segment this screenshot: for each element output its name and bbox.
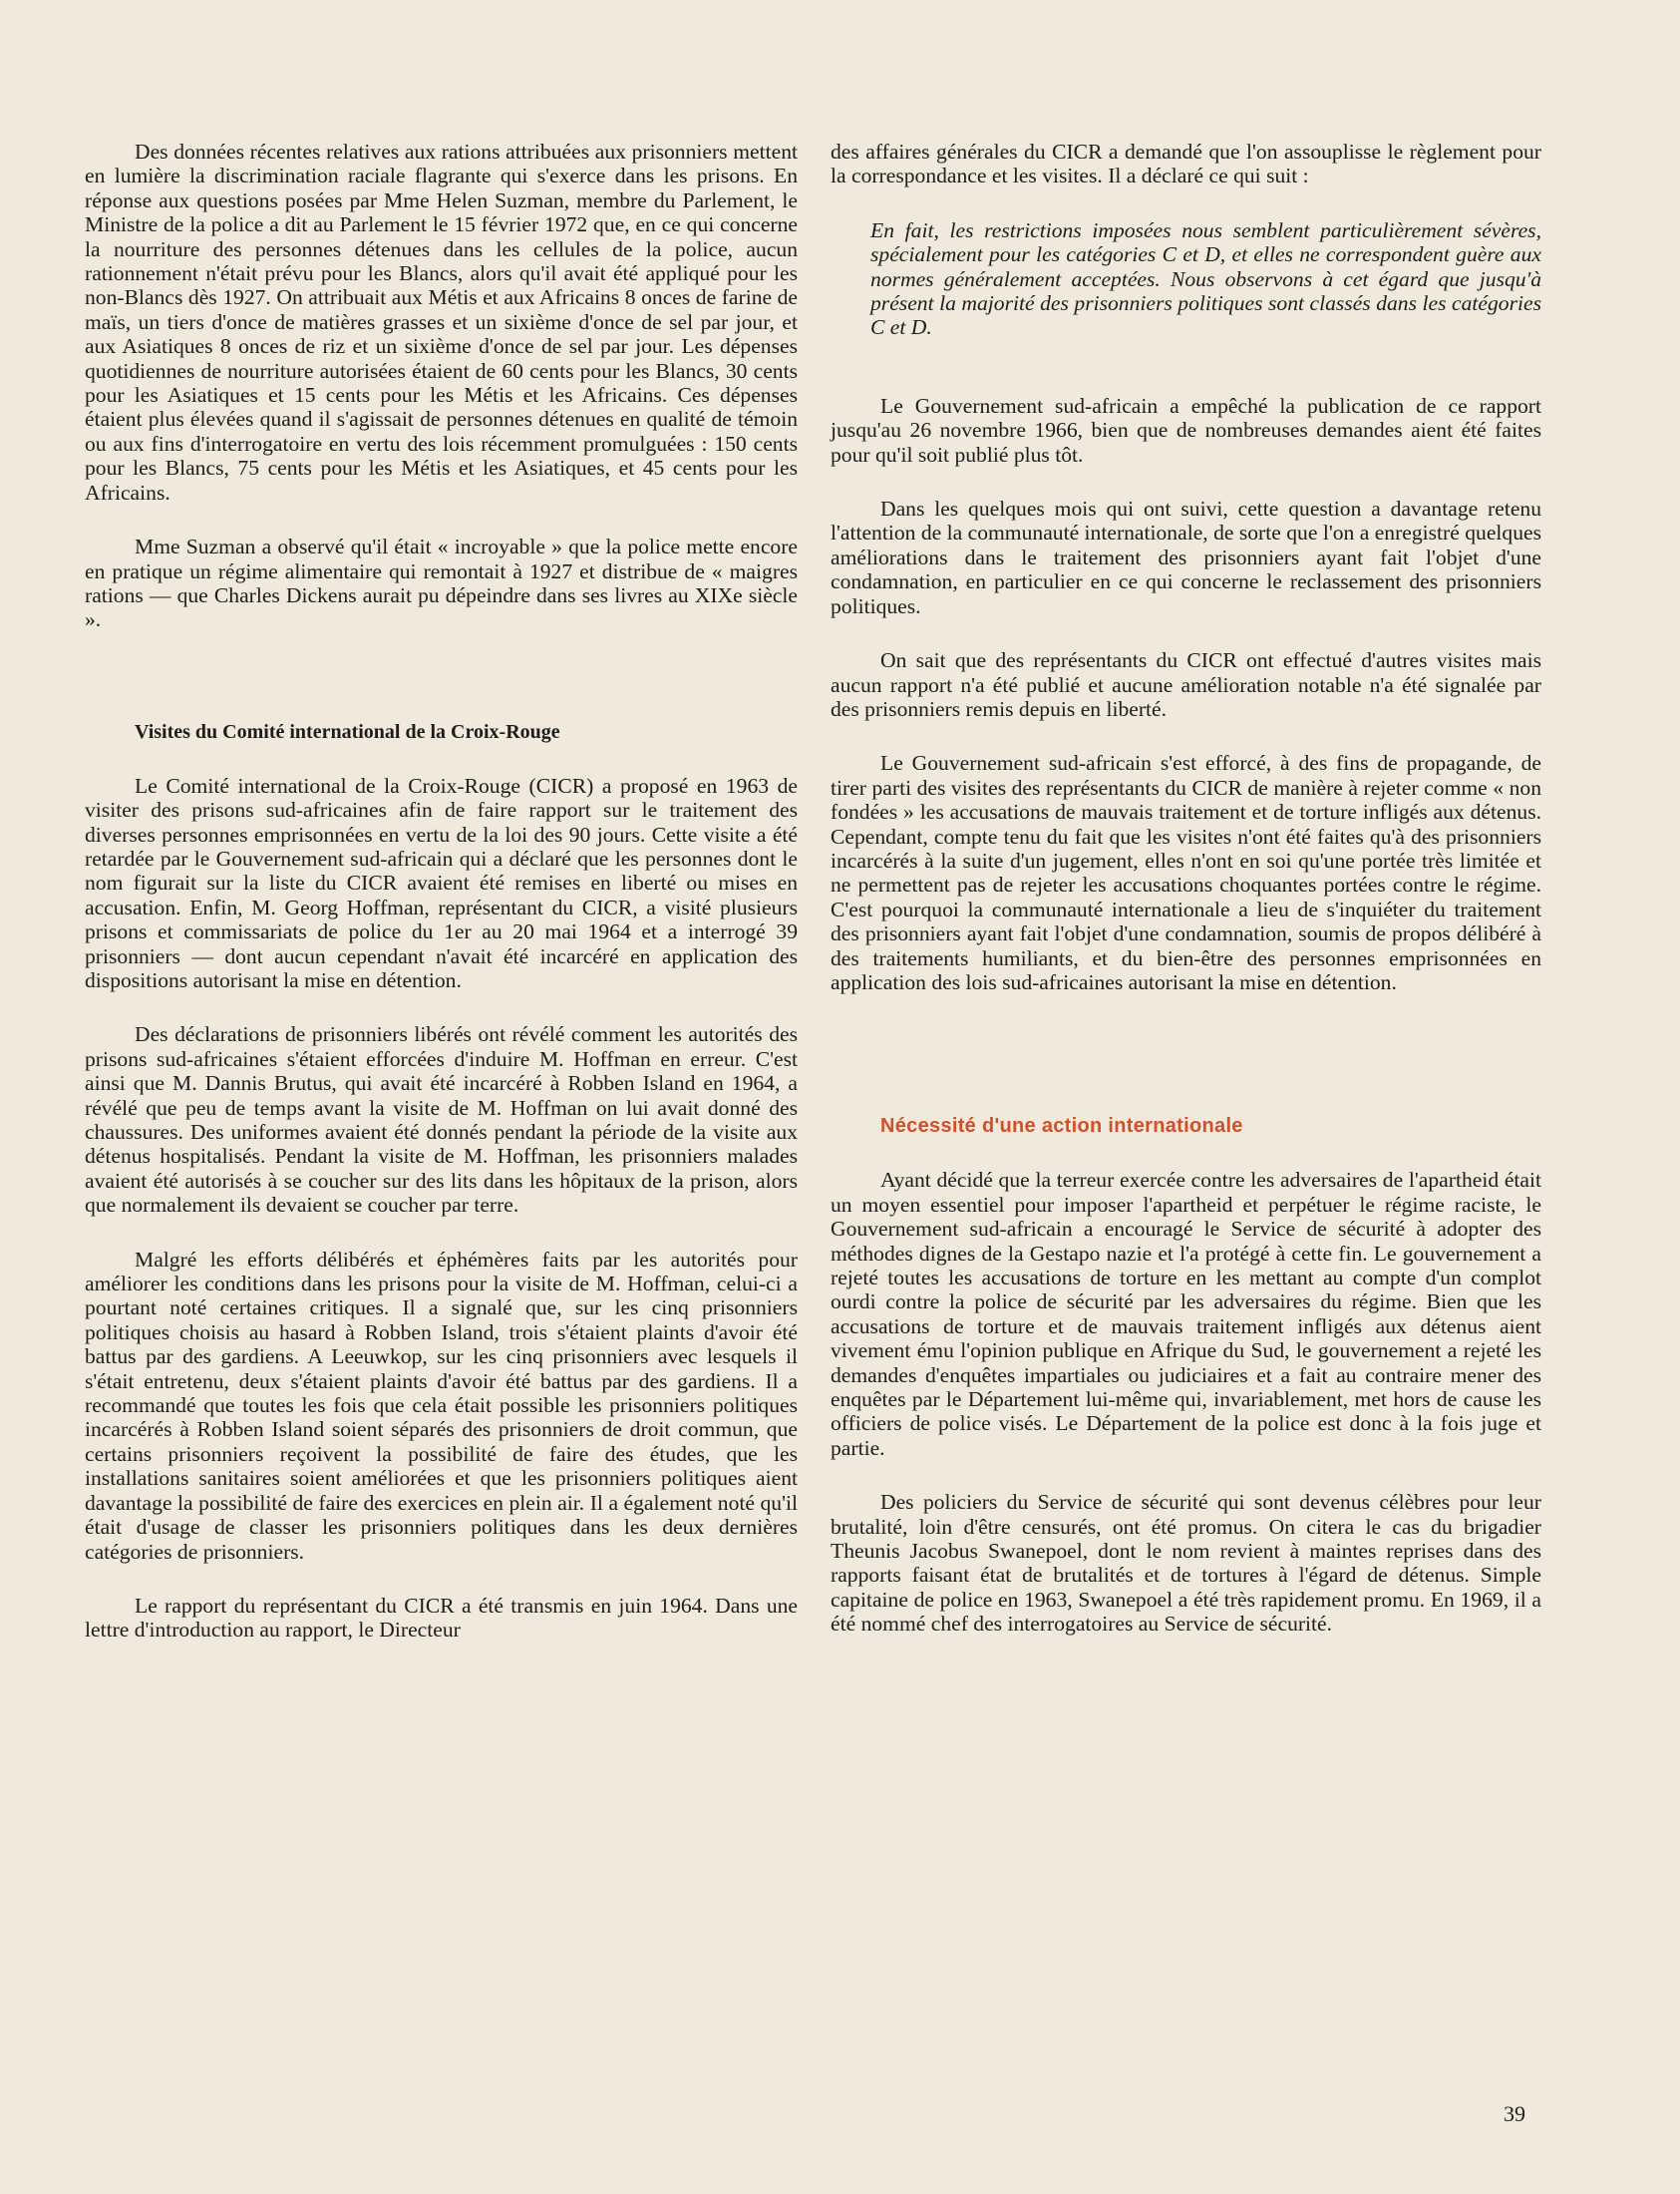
- page-number: 39: [1504, 2101, 1525, 2126]
- paragraph: Le rapport du représentant du CICR a été transmis en juin 1964. Dans une lettre d'introduction au rapport, le Directeur: [85, 1593, 798, 1643]
- paragraph: On sait que des représentants du CICR ont effectué d'autres visites mais aucun rapport n'a été publié et aucune amélioration notable n'a été signalée par des prisonniers remis depuis en liberté.: [831, 648, 1541, 721]
- paragraph: Dans les quelques mois qui ont suivi, cette question a davantage retenu l'attention de la communauté internationale, de sorte que l'on a enregistré quelques améliorations dans le traitement des prisonniers ayant fait l'objet d'une condamnation, en particulier en ce qui concerne le reclassement des prisonniers politiques.: [831, 497, 1541, 618]
- paragraph: Mme Suzman a observé qu'il était « incroyable » que la police mette encore en pratique un régime alimentaire qui remontait à 1927 et distribue de « maigres rations — que Charles Dickens aurait pu dépeindre dans ses livres au XIXe siècle ».: [85, 535, 798, 632]
- paragraph: Le Gouvernement sud-africain a empêché la publication de ce rapport jusqu'au 26 novembre 1966, bien que de nombreuses demandes aient été faites pour qu'il soit publié plus tôt.: [831, 393, 1541, 467]
- section-heading-croix-rouge: Visites du Comité international de la Croix-Rouge: [135, 720, 560, 743]
- paragraph: Des déclarations de prisonniers libérés ont révélé comment les autorités des prisons sud-africaines s'étaient efforcées d'induire M. Hoffman en erreur. C'est ainsi que M. Dannis Brutus, qui avait été incarcéré à Robben Island en 1964, a révélé que peu de temps avant la visite de M. Hoffman on lui avait donné des chaussures. Des uniformes avaient été donnés pendant la période de la visite aux détenus hospitalisés. Pendant la visite de M. Hoffman, les prisonniers malades avaient été autorisés à se coucher sur des lits dans les hôpitaux de la prison, alors que normalement ils devaient se coucher par terre.: [85, 1022, 798, 1218]
- left-column: [85, 140, 798, 1672]
- paragraph: Malgré les efforts délibérés et éphémères faits par les autorités pour améliorer les conditions dans les prisons pour la visite de M. Hoffman, celui-ci a pourtant noté certaines critiques. Il a signalé que, sur les cinq prisonniers politiques choisis au hasard à Robben Island, trois s'étaient plaints d'avoir été battus par des gardiens. A Leeuwkop, sur les cinq prisonniers avec lesquels il s'était entretenu, deux s'étaient plaints d'avoir été battus par des gardiens. Il a recommandé que toutes les fois que cela était possible les prisonniers politiques incarcérés à Robben Island soient séparés des prisonniers de droit commun, que certains prisonniers reçoivent la possibilité de faire des études, que les installations sanitaires soient améliorées et que les prisonniers politiques aient davantage la possibilité de faire des exercices en plein air. Il a également noté qu'il était d'usage de classer les prisonniers politiques dans les deux dernières catégories de prisonniers.: [85, 1247, 798, 1564]
- paragraph: Le Comité international de la Croix-Rouge (CICR) a proposé en 1963 de visiter des prisons sud-africaines afin de faire rapport sur le traitement des diverses personnes emprisonnées en vertu de la loi des 90 jours. Cette visite a été retardée par le Gouvernement sud-africain qui a déclaré que les personnes dont le nom figurait sur la liste du CICR avaient été remises en liberté ou mises en accusation. Enfin, M. Georg Hoffman, représentant du CICR, a visité plusieurs prisons et commissariats de police du 1er au 20 mai 1964 et a interrogé 39 prisonniers — dont aucun cependant n'avait été incarcéré en application des dispositions autorisant la mise en détention.: [85, 773, 798, 992]
- block-quote: En fait, les restrictions imposées nous semblent particulièrement sévères, spécialement pour les catégories C et D, et elles ne correspondent guère aux normes généralement acceptées. Nous observons à cet égard que jusqu'à présent la majorité des prisonniers politiques sont classés dans les catégories C et D.: [870, 217, 1541, 340]
- paragraph: des affaires générales du CICR a demandé que l'on assouplisse le règlement pour la correspondance et les visites. Il a déclaré ce qui suit :: [831, 140, 1541, 188]
- paragraph: Le Gouvernement sud-africain s'est efforcé, à des fins de propagande, de tirer parti des visites des représentants du CICR de manière à rejeter comme « non fondées » les accusations de mauvais traitement et de torture infligés aux détenus. Cependant, compte tenu du fait que les visites n'ont été faites qu'à des prisonniers incarcérés à la suite d'un jugement, elles n'ont en soi qu'une portée très limitée et ne permettent pas de rejeter les accusations choquantes portées contre le régime. C'est pourquoi la communauté internationale a lieu de s'inquiéter du traitement des prisonniers ayant fait l'objet d'une condamnation, soumis de propos délibéré à des traitements humiliants, et du bien-être des personnes emprisonnées en application des lois sud-africaines autorisant la mise en détention.: [831, 751, 1541, 994]
- section-heading-action-internationale: Nécessité d'une action internationale: [880, 1115, 1243, 1138]
- paragraph: Ayant décidé que la terreur exercée contre les adversaires de l'apartheid était un moyen essentiel pour imposer l'apartheid et perpétuer le régime raciste, le Gouvernement sud-africain a encouragé le Service de sécurité à adopter des méthodes dignes de la Gestapo nazie et l'a protégé à cette fin. Le gouvernement a rejeté toutes les accusations de torture en les mettant au compte d'un complot ourdi contre la police de sécurité par les adversaires du régime. Bien que les accusations de torture et de mauvais traitement infligés aux détenus aient vivement ému l'opinion publique en Afrique du Sud, le gouvernement a rejeté les demandes d'enquêtes impartiales ou judiciaires et a fait au contraire mener des enquêtes par le Département lui-même qui, invariablement, met hors de cause les officiers de police visés. Le Département de la police est donc à la fois juge et partie.: [831, 1168, 1541, 1460]
- right-column: [831, 140, 1541, 1666]
- paragraph: Des données récentes relatives aux rations attribuées aux prisonniers mettent en lumière la discrimination raciale flagrante qui s'exerce dans les prisons. En réponse aux questions posées par Mme Helen Suzman, membre du Parlement, le Ministre de la police a dit au Parlement le 15 février 1972 que, en ce qui concerne la nourriture des personnes détenues dans les cellules de la police, aucun rationnement n'était prévu pour les Blancs, alors qu'il avait été appliqué pour les non-Blancs dès 1927. On attribuait aux Métis et aux Africains 8 onces de farine de maïs, un tiers d'once de matières grasses et un sixième d'once de sel par jour, et aux Asiatiques 8 onces de riz et un sixième d'once de sel par jour. Les dépenses quotidiennes de nourriture autorisées étaient de 60 cents pour les Blancs, 30 cents pour les Asiatiques et 15 cents pour les Métis et les Africains. Ces dépenses étaient plus élevées quand il s'agissait de personnes détenues en qualité de témoin ou aux fins d'interrogatoire en vertu des lois récemment promulguées : 150 cents pour les Blancs, 75 cents pour les Métis et les Asiatiques, et 45 cents pour les Africains.: [85, 140, 798, 505]
- paragraph: Des policiers du Service de sécurité qui sont devenus célèbres pour leur brutalité, loin d'être censurés, ont été promus. On citera le cas du brigadier Theunis Jacobus Swanepoel, dont le nom revient à maintes reprises dans des rapports faisant état de brutalités et de tortures à l'égard de détenus. Simple capitaine de police en 1963, Swanepoel a été très rapidement promu. En 1969, il a été nommé chef des interrogatoires au Service de sécurité.: [831, 1490, 1541, 1637]
